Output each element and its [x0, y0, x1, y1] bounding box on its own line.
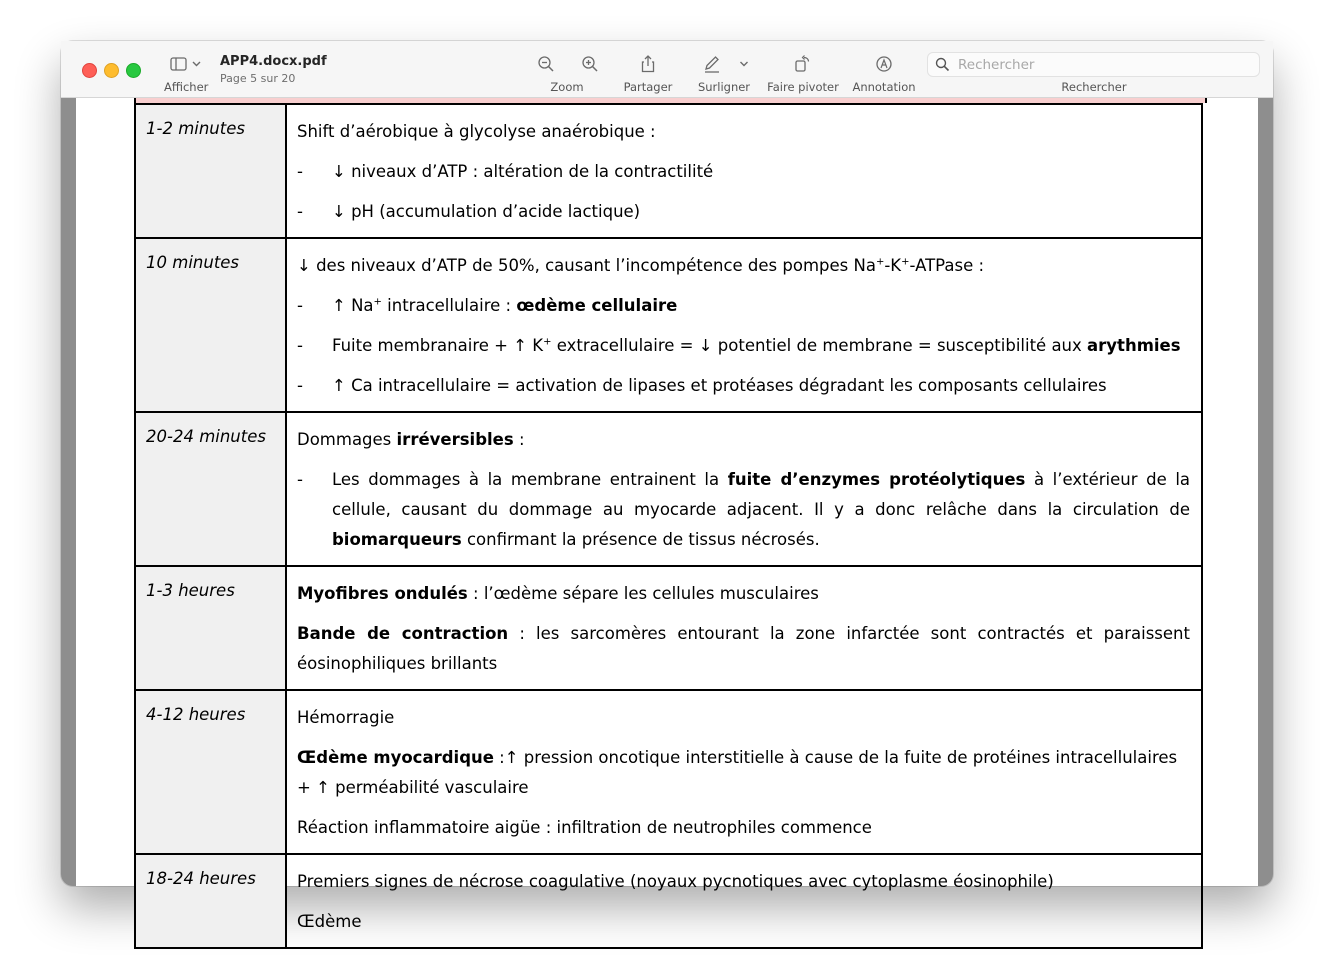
- paragraph: ↓ des niveaux d’ATP de 50%, causant l’incompétence des pompes Na+-K+-ATPase :: [297, 256, 985, 275]
- table-row: [135, 104, 1202, 238]
- table-row: [135, 854, 1202, 948]
- table-row: [135, 238, 1202, 412]
- search-icon: [935, 57, 950, 72]
- paragraph: Shift d’aérobique à glycolyse anaérobique :: [297, 122, 656, 141]
- bullet-item: - Les dommages à la membrane entrainent la fuite d’enzymes protéolytiques à l’extérieur de la cellule, causant du dommage au myocarde adjacent. Il y a donc relâche dans la circulation de biomarqueurs confirmant la présence de tissus nécrosés.: [297, 470, 1191, 549]
- paragraph: Réaction inflammatoire aigüe : infiltration de neutrophiles commence: [297, 818, 872, 837]
- sidebar-icon[interactable]: [169, 55, 203, 73]
- bullet-item: - ↑ Ca intracellulaire = activation de lipases et protéases dégradant les composants cellulaires: [297, 376, 1107, 395]
- pen-icon[interactable]: [701, 53, 723, 75]
- table-row: [135, 412, 1202, 566]
- search-label: Rechercher: [1061, 80, 1127, 94]
- rotate-icon[interactable]: [791, 53, 813, 75]
- highlight-label: Surligner: [697, 80, 751, 94]
- description-cell: [286, 412, 1202, 566]
- time-cell: 4-12 heures: [135, 690, 286, 854]
- time-cell: 1-3 heures: [135, 566, 286, 690]
- close-button[interactable]: [82, 63, 97, 78]
- time-cell: 18-24 heures: [135, 854, 286, 948]
- description-cell: [286, 690, 1202, 854]
- document-title: APP4.docx.pdf: [220, 54, 327, 69]
- minimize-button[interactable]: [104, 63, 119, 78]
- toolbar: [61, 41, 1273, 98]
- description-cell: [286, 238, 1202, 412]
- description-cell: [286, 854, 1202, 948]
- highlight-options-chevron-icon[interactable]: [737, 57, 751, 71]
- search-input[interactable]: [956, 54, 1250, 75]
- description-cell: [286, 566, 1202, 690]
- zoom-in-icon[interactable]: [579, 53, 601, 75]
- time-cell: 10 minutes: [135, 238, 286, 412]
- time-cell: 20-24 minutes: [135, 412, 286, 566]
- share-icon[interactable]: [637, 53, 659, 75]
- paragraph: Premiers signes de nécrose coagulative (noyaux pycnotiques avec cytoplasme éosinophile): [297, 872, 1054, 891]
- paragraph: Œdème myocardique :↑ pression oncotique interstitielle à cause de la fuite de protéines intracellulaires + ↑ perméabilité vasculaire: [297, 748, 1178, 797]
- rotate-label: Faire pivoter: [767, 80, 839, 94]
- bullet-item: - Fuite membranaire + ↑ K+ extracellulaire = ↓ potentiel de membrane = susceptibilité aux arythmies: [297, 336, 1181, 355]
- share-label: Partager: [623, 80, 673, 94]
- fullscreen-button[interactable]: [126, 63, 141, 78]
- time-cell: 1-2 minutes: [135, 104, 286, 238]
- document-page-indicator: Page 5 sur 20: [220, 72, 296, 85]
- paragraph: Hémorragie: [297, 708, 395, 727]
- table-row: [135, 690, 1202, 854]
- table-row: [135, 566, 1202, 690]
- paragraph: Œdème: [297, 912, 362, 931]
- description-cell: [286, 104, 1202, 238]
- annotation-icon[interactable]: [873, 53, 895, 75]
- preview-window: [61, 41, 1273, 931]
- view-label: Afficher: [164, 80, 209, 94]
- paragraph: Bande de contraction : les sarcomères entourant la zone infarctée sont contractés et paraissent éosinophiliques brillants: [297, 624, 1190, 673]
- zoom-label: Zoom: [550, 80, 584, 94]
- annotation-label: Annotation: [852, 80, 916, 94]
- bullet-item: - ↓ pH (accumulation d’acide lactique): [297, 202, 641, 221]
- paragraph: Myofibres ondulés : l’œdème sépare les cellules musculaires: [297, 584, 819, 603]
- infarct-timeline-table: [134, 103, 1203, 949]
- pdf-page: [76, 98, 1258, 931]
- zoom-out-icon[interactable]: [535, 53, 557, 75]
- bullet-item: - ↑ Na+ intracellulaire : œdème cellulaire: [297, 296, 678, 315]
- bullet-item: - ↓ niveaux d’ATP : altération de la contractilité: [297, 162, 714, 181]
- paragraph: Dommages irréversibles :: [297, 430, 525, 449]
- search-field[interactable]: [927, 52, 1260, 77]
